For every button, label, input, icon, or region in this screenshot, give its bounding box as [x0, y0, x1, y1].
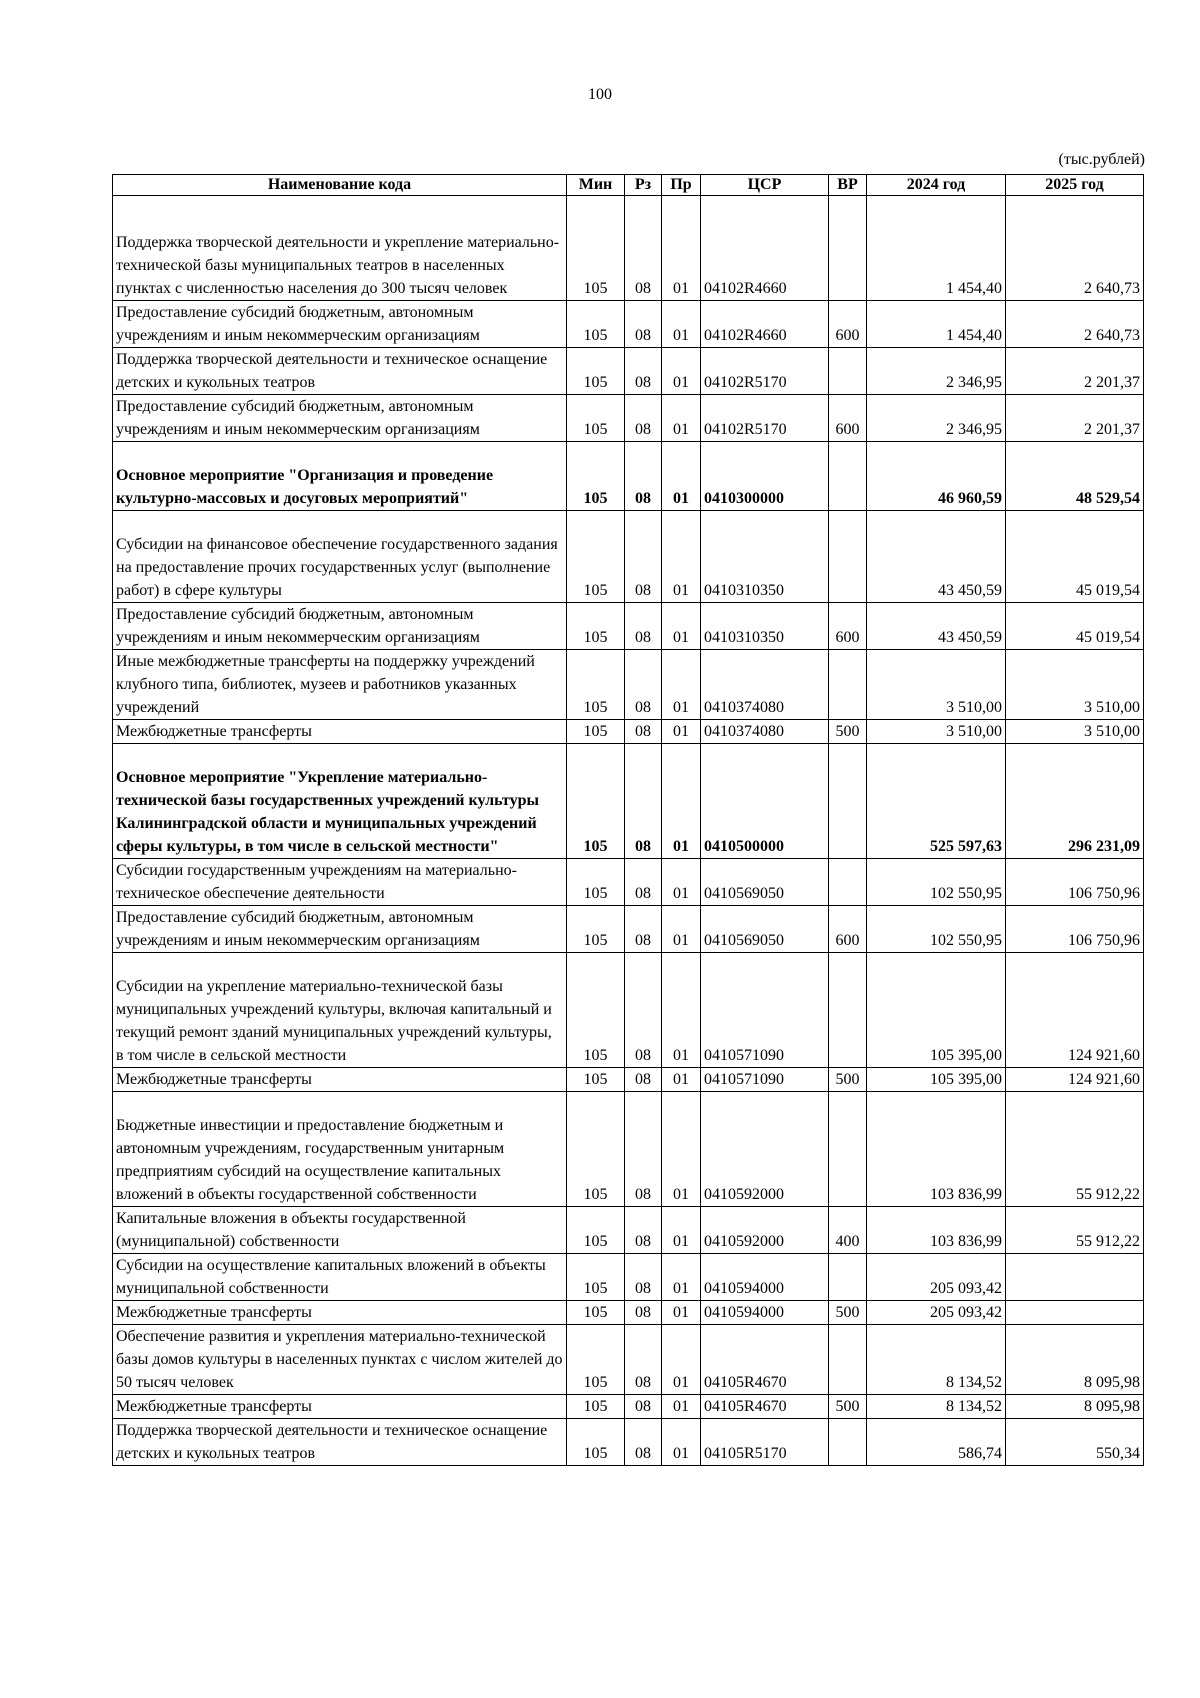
row-csr: 04105R4670: [701, 1395, 829, 1419]
row-min: 105: [567, 301, 625, 348]
table-row: [113, 650, 1144, 720]
row-name: Межбюджетные трансферты: [113, 1068, 567, 1092]
row-pr: 01: [662, 720, 701, 744]
row-pr: 01: [662, 650, 701, 720]
row-vr: [829, 1325, 867, 1395]
row-pr: 01: [662, 442, 701, 511]
row-rz: 08: [625, 720, 662, 744]
table-row: [113, 603, 1144, 650]
table-row: [113, 301, 1144, 348]
row-rz: 08: [625, 1325, 662, 1395]
row-2024: 103 836,99: [867, 1207, 1006, 1254]
row-csr: 04105R4670: [701, 1325, 829, 1395]
row-vr: 500: [829, 1301, 867, 1325]
row-pr: 01: [662, 196, 701, 301]
page-number: 100: [588, 86, 612, 103]
row-2025: 296 231,09: [1006, 744, 1144, 859]
row-min: 105: [567, 1395, 625, 1419]
row-vr: [829, 953, 867, 1068]
row-csr: 04102R4660: [701, 301, 829, 348]
row-vr: 600: [829, 301, 867, 348]
row-vr: 500: [829, 1395, 867, 1419]
row-pr: 01: [662, 906, 701, 953]
row-2024: 8 134,52: [867, 1325, 1006, 1395]
row-vr: 600: [829, 395, 867, 442]
row-pr: 01: [662, 1092, 701, 1207]
table-row: [113, 720, 1144, 744]
row-rz: 08: [625, 744, 662, 859]
row-2025: 45 019,54: [1006, 603, 1144, 650]
row-2024: 205 093,42: [867, 1254, 1006, 1301]
table-row: [113, 1419, 1144, 1466]
row-rz: 08: [625, 511, 662, 603]
row-name: Предоставление субсидий бюджетным, автономным учреждениям и иным некоммерческим организациям: [113, 395, 567, 442]
row-pr: 01: [662, 1254, 701, 1301]
row-pr: 01: [662, 1301, 701, 1325]
row-vr: [829, 1419, 867, 1466]
row-2024: 525 597,63: [867, 744, 1006, 859]
row-pr: 01: [662, 395, 701, 442]
row-2025: 550,34: [1006, 1419, 1144, 1466]
table-row: [113, 906, 1144, 953]
row-name: Межбюджетные трансферты: [113, 1395, 567, 1419]
row-2025: 106 750,96: [1006, 859, 1144, 906]
table-row: [113, 953, 1144, 1068]
row-csr: 0410592000: [701, 1207, 829, 1254]
row-csr: 0410300000: [701, 442, 829, 511]
table-row: [113, 348, 1144, 395]
row-rz: 08: [625, 442, 662, 511]
row-csr: 04102R4660: [701, 196, 829, 301]
row-2024: 586,74: [867, 1419, 1006, 1466]
table-row: [113, 1395, 1144, 1419]
row-vr: 500: [829, 1068, 867, 1092]
row-2024: 205 093,42: [867, 1301, 1006, 1325]
table-body: [113, 196, 1144, 1466]
row-name: Бюджетные инвестиции и предоставление бюджетным и автономным учреждениям, государственным унитарным предприятиям субсидий на осуществление капитальных вложений в объекты государственной собственности: [113, 1092, 567, 1207]
row-min: 105: [567, 720, 625, 744]
row-rz: 08: [625, 859, 662, 906]
row-vr: [829, 859, 867, 906]
row-2025: 55 912,22: [1006, 1092, 1144, 1207]
row-vr: [829, 442, 867, 511]
row-2024: 105 395,00: [867, 1068, 1006, 1092]
table-row: [113, 744, 1144, 859]
row-min: 105: [567, 603, 625, 650]
row-name: Капитальные вложения в объекты государственной (муниципальной) собственности: [113, 1207, 567, 1254]
row-csr: 04102R5170: [701, 395, 829, 442]
header-2024: 2024 год: [867, 175, 1006, 196]
row-min: 105: [567, 650, 625, 720]
budget-table: [112, 174, 1144, 1466]
table-row: [113, 1207, 1144, 1254]
row-csr: 0410310350: [701, 511, 829, 603]
row-min: 105: [567, 1419, 625, 1466]
row-2024: 1 454,40: [867, 301, 1006, 348]
row-pr: 01: [662, 348, 701, 395]
row-csr: 0410571090: [701, 953, 829, 1068]
row-name: Субсидии на финансовое обеспечение государственного задания на предоставление прочих государственных услуг (выполнение работ) в сфере культуры: [113, 511, 567, 603]
row-2025: [1006, 1254, 1144, 1301]
row-csr: 04102R5170: [701, 348, 829, 395]
row-vr: [829, 1092, 867, 1207]
row-2025: 2 201,37: [1006, 395, 1144, 442]
row-name: Субсидии на осуществление капитальных вложений в объекты муниципальной собственности: [113, 1254, 567, 1301]
row-2025: 3 510,00: [1006, 650, 1144, 720]
row-pr: 01: [662, 744, 701, 859]
row-min: 105: [567, 744, 625, 859]
row-csr: 0410594000: [701, 1301, 829, 1325]
row-2024: 3 510,00: [867, 720, 1006, 744]
row-vr: [829, 744, 867, 859]
row-pr: 01: [662, 301, 701, 348]
row-min: 105: [567, 1325, 625, 1395]
row-2025: 48 529,54: [1006, 442, 1144, 511]
row-rz: 08: [625, 1301, 662, 1325]
row-min: 105: [567, 1092, 625, 1207]
row-2024: 43 450,59: [867, 511, 1006, 603]
row-csr: 0410374080: [701, 720, 829, 744]
row-name: Поддержка творческой деятельности и техническое оснащение детских и кукольных театров: [113, 1419, 567, 1466]
row-pr: 01: [662, 859, 701, 906]
row-csr: 0410310350: [701, 603, 829, 650]
row-2024: 102 550,95: [867, 859, 1006, 906]
row-name: Иные межбюджетные трансферты на поддержку учреждений клубного типа, библиотек, музеев и работников указанных учреждений: [113, 650, 567, 720]
table-row: [113, 1325, 1144, 1395]
row-pr: 01: [662, 511, 701, 603]
row-2025: 45 019,54: [1006, 511, 1144, 603]
row-2024: 1 454,40: [867, 196, 1006, 301]
row-name: Обеспечение развития и укрепления материально-технической базы домов культуры в населенных пунктах с числом жителей до 50 тысяч человек: [113, 1325, 567, 1395]
table-row: [113, 395, 1144, 442]
header-rz: Рз: [625, 175, 662, 196]
row-min: 105: [567, 906, 625, 953]
row-vr: [829, 348, 867, 395]
row-rz: 08: [625, 1419, 662, 1466]
row-min: 105: [567, 1301, 625, 1325]
row-pr: 01: [662, 1068, 701, 1092]
table-row: [113, 1092, 1144, 1207]
row-rz: 08: [625, 1068, 662, 1092]
table-row: [113, 511, 1144, 603]
row-name: Основное мероприятие "Укрепление материально-технической базы государственных учреждений культуры Калининградской области и муниципальных учреждений сферы культуры, в том числе в сельской местности": [113, 744, 567, 859]
header-csr: ЦСР: [701, 175, 829, 196]
row-pr: 01: [662, 1325, 701, 1395]
row-rz: 08: [625, 348, 662, 395]
row-pr: 01: [662, 953, 701, 1068]
row-2025: 8 095,98: [1006, 1325, 1144, 1395]
row-min: 105: [567, 1207, 625, 1254]
header-min: Мин: [567, 175, 625, 196]
row-2025: 2 640,73: [1006, 301, 1144, 348]
row-2025: 2 201,37: [1006, 348, 1144, 395]
row-rz: 08: [625, 953, 662, 1068]
row-csr: 0410374080: [701, 650, 829, 720]
row-vr: [829, 650, 867, 720]
row-2024: 103 836,99: [867, 1092, 1006, 1207]
row-min: 105: [567, 196, 625, 301]
row-vr: [829, 196, 867, 301]
row-min: 105: [567, 859, 625, 906]
row-rz: 08: [625, 1254, 662, 1301]
table-row: [113, 442, 1144, 511]
row-2025: 8 095,98: [1006, 1395, 1144, 1419]
row-2024: 102 550,95: [867, 906, 1006, 953]
row-name: Субсидии на укрепление материально-технической базы муниципальных учреждений культуры, включая капитальный и текущий ремонт зданий муниципальных учреждений культуры, в том числе в сельской местности: [113, 953, 567, 1068]
table-row: [113, 859, 1144, 906]
row-name: Поддержка творческой деятельности и укрепление материально-технической базы муниципальных театров в населенных пунктах с численностью населения до 300 тысяч человек: [113, 196, 567, 301]
row-csr: 0410569050: [701, 859, 829, 906]
table-row: [113, 1068, 1144, 1092]
row-name: Межбюджетные трансферты: [113, 1301, 567, 1325]
row-rz: 08: [625, 906, 662, 953]
header-2025: 2025 год: [1006, 175, 1144, 196]
row-2024: 43 450,59: [867, 603, 1006, 650]
row-pr: 01: [662, 1419, 701, 1466]
row-min: 105: [567, 953, 625, 1068]
row-name: Поддержка творческой деятельности и техническое оснащение детских и кукольных театров: [113, 348, 567, 395]
row-2025: 124 921,60: [1006, 1068, 1144, 1092]
row-pr: 01: [662, 603, 701, 650]
row-csr: 0410592000: [701, 1092, 829, 1207]
row-name: Субсидии государственным учреждениям на материально-техническое обеспечение деятельности: [113, 859, 567, 906]
row-min: 105: [567, 1068, 625, 1092]
row-name: Основное мероприятие "Организация и проведение культурно-массовых и досуговых мероприятий": [113, 442, 567, 511]
row-2025: 55 912,22: [1006, 1207, 1144, 1254]
row-rz: 08: [625, 301, 662, 348]
table-row: [113, 1254, 1144, 1301]
row-csr: 0410571090: [701, 1068, 829, 1092]
table-header-row: [113, 175, 1144, 196]
row-rz: 08: [625, 395, 662, 442]
row-2025: [1006, 1301, 1144, 1325]
row-2025: 2 640,73: [1006, 196, 1144, 301]
row-rz: 08: [625, 196, 662, 301]
row-2024: 46 960,59: [867, 442, 1006, 511]
row-min: 105: [567, 348, 625, 395]
row-rz: 08: [625, 650, 662, 720]
row-2024: 2 346,95: [867, 348, 1006, 395]
row-pr: 01: [662, 1207, 701, 1254]
header-name: Наименование кода: [113, 175, 567, 196]
row-csr: 04105R5170: [701, 1419, 829, 1466]
row-csr: 0410500000: [701, 744, 829, 859]
row-rz: 08: [625, 1207, 662, 1254]
row-csr: 0410569050: [701, 906, 829, 953]
row-2025: 106 750,96: [1006, 906, 1144, 953]
row-2024: 105 395,00: [867, 953, 1006, 1068]
row-2024: 2 346,95: [867, 395, 1006, 442]
row-vr: 400: [829, 1207, 867, 1254]
row-name: Межбюджетные трансферты: [113, 720, 567, 744]
row-min: 105: [567, 442, 625, 511]
header-pr: Пр: [662, 175, 701, 196]
row-rz: 08: [625, 603, 662, 650]
row-vr: 500: [829, 720, 867, 744]
table-row: [113, 196, 1144, 301]
row-vr: [829, 1254, 867, 1301]
row-name: Предоставление субсидий бюджетным, автономным учреждениям и иным некоммерческим организациям: [113, 603, 567, 650]
row-2024: 8 134,52: [867, 1395, 1006, 1419]
row-rz: 08: [625, 1092, 662, 1207]
units-label: (тыс.рублей): [1058, 151, 1145, 168]
row-vr: [829, 511, 867, 603]
row-2025: 124 921,60: [1006, 953, 1144, 1068]
table-row: [113, 1301, 1144, 1325]
row-csr: 0410594000: [701, 1254, 829, 1301]
header-vr: ВР: [829, 175, 867, 196]
row-2025: 3 510,00: [1006, 720, 1144, 744]
row-min: 105: [567, 1254, 625, 1301]
row-min: 105: [567, 511, 625, 603]
row-name: Предоставление субсидий бюджетным, автономным учреждениям и иным некоммерческим организациям: [113, 906, 567, 953]
row-2024: 3 510,00: [867, 650, 1006, 720]
row-rz: 08: [625, 1395, 662, 1419]
row-pr: 01: [662, 1395, 701, 1419]
row-vr: 600: [829, 603, 867, 650]
row-min: 105: [567, 395, 625, 442]
row-vr: 600: [829, 906, 867, 953]
row-name: Предоставление субсидий бюджетным, автономным учреждениям и иным некоммерческим организациям: [113, 301, 567, 348]
